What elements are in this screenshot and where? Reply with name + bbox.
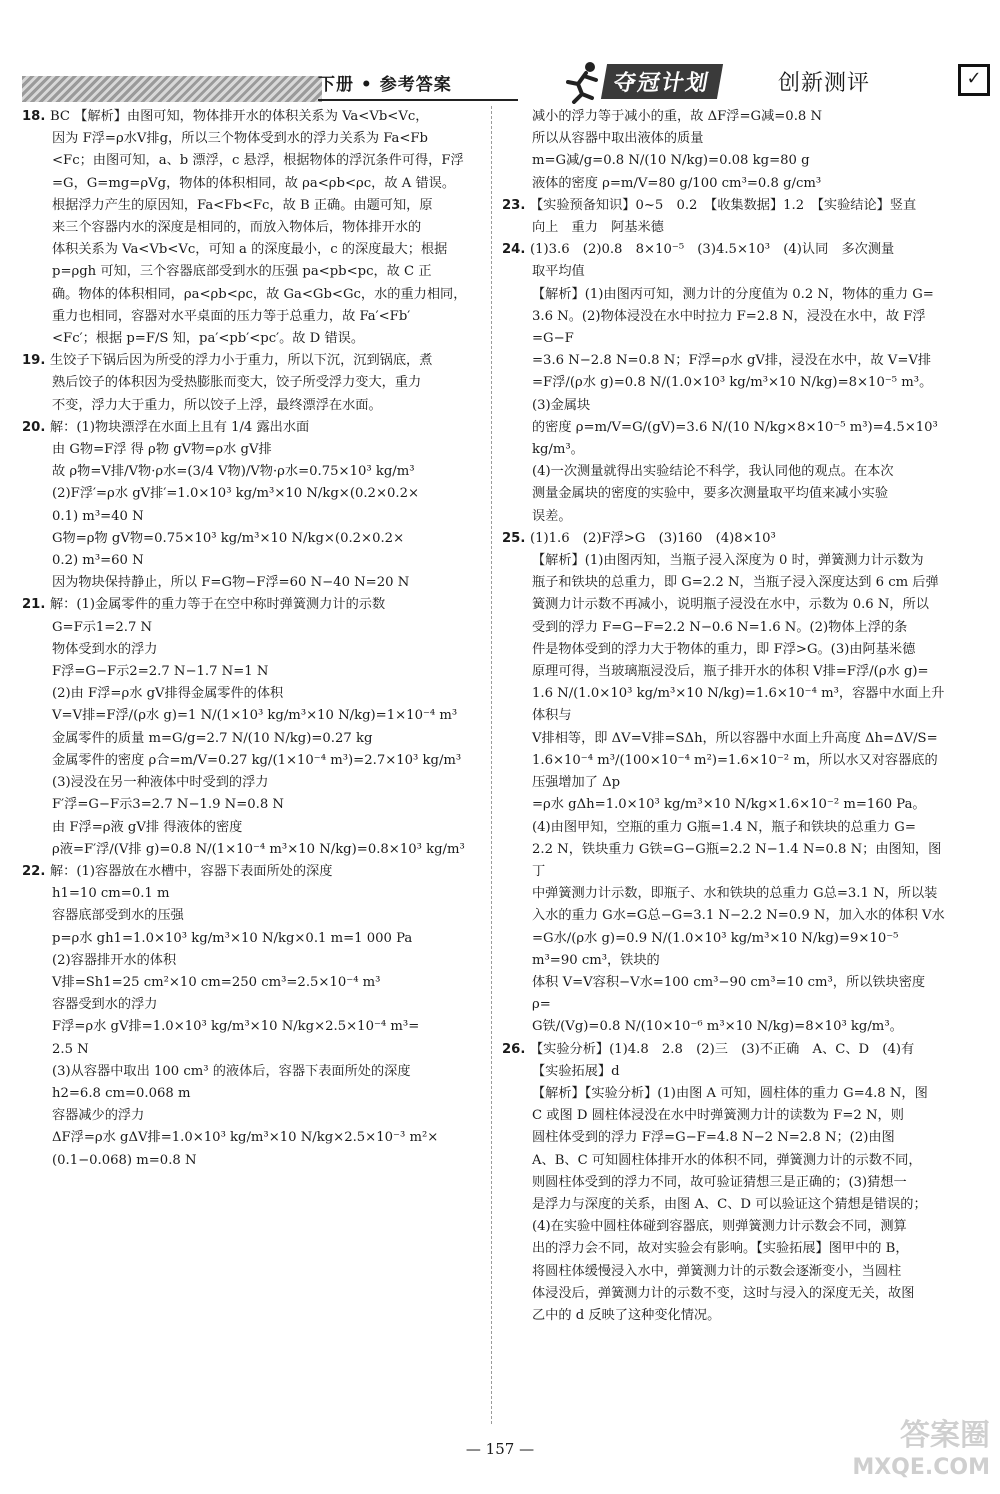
answer-text: G=F示1=2.7 N <box>52 619 153 635</box>
answer-line <box>22 572 484 594</box>
checkbox-logo-icon: ✓ <box>958 64 990 96</box>
answer-text: =F浮/(ρ水 g)=0.8 N/(1.0×10³ kg/m³×10 N/kg)=8×10⁻⁵ m³。(3)金属块 <box>532 375 933 413</box>
answer-text: 入水的重力 G水=G总−G=3.1 N−2.2 N=0.9 N，加入水的体积 V水 <box>532 908 945 924</box>
answer-text: 1.6×10⁻⁴ m³/(100×10⁻⁴ m²)=1.6×10⁻² m，所以水又对容器底的压强增加了 Δp <box>532 752 938 791</box>
answer-text: 将圆柱体缓慢浸入水中，弹簧测力计的示数会逐渐变小，当圆柱 <box>532 1263 902 1279</box>
answer-line <box>502 817 946 839</box>
answer-text: 原理可得，当玻璃瓶浸没后，瓶子排开水的体积 V排=F浮/(ρ水 g)= <box>532 664 929 680</box>
answer-line <box>22 905 484 927</box>
answer-text: 测量金属块的密度的实验中，要多次测量取平均值来减小实验 <box>532 486 889 502</box>
answer-line <box>22 1016 484 1038</box>
question-number: 26. <box>502 1041 530 1057</box>
watermark-logo-text: 答案圈 <box>900 1418 990 1453</box>
answer-text: (3)从容器中取出 100 cm³ 的液体后，容器下表面所处的深度 <box>52 1063 411 1079</box>
answer-line <box>22 372 484 394</box>
answer-text: 0.2) m³=60 N <box>52 553 144 569</box>
answer-line <box>22 972 484 994</box>
watermark-url: MXQE.COM <box>852 1455 990 1480</box>
header-title: 下册 • 参考答案 <box>318 70 518 101</box>
answer-text: 【实验预备知识】0~5 0.2 【收集数据】1.2 【实验结论】竖直 <box>529 197 917 213</box>
answer-line <box>502 794 946 816</box>
answer-text: h1=10 cm=0.1 m <box>52 886 170 902</box>
answer-line <box>502 106 946 128</box>
answer-line <box>22 1039 484 1061</box>
answer-text: 因为物块保持静止，所以 F=G物−F浮=60 N−40 N=20 N <box>52 575 410 591</box>
answer-line <box>502 661 946 683</box>
column-divider <box>491 106 492 1424</box>
answer-line <box>502 728 946 750</box>
answer-text: 3.6 N。(2)物体浸没在水中时拉力 F=2.8 N，浸没在水中，故 F浮=G−F <box>532 308 926 347</box>
answer-text: V=V排=F浮/(ρ水 g)=1 N/(1×10³ kg/m³×10 N/kg)=1×10⁻⁴ m³ <box>52 708 458 724</box>
answer-text: <Fc′；根据 p=F/S 知，pa′<pb′<pc′。故 D 错误。 <box>52 331 365 347</box>
answer-line <box>502 1016 946 1038</box>
answer-line <box>502 350 946 372</box>
answer-line <box>502 1283 946 1305</box>
answer-line <box>22 661 484 683</box>
answer-text: 受到的浮力 F=G−F=2.2 N−0.6 N=1.6 N。(2)物体上浮的条 <box>532 619 908 635</box>
answer-line <box>22 1105 484 1127</box>
answer-line <box>502 284 946 306</box>
answer-text: 金属零件的密度 ρ合=m/V=0.27 kg/(1×10⁻⁴ m³)=2.7×10³ kg/m³ <box>52 752 462 768</box>
answer-text: (4)在实验中圆柱体碰到容器底，则弹簧测力计示数会不同，测算 <box>532 1219 907 1235</box>
answer-line <box>22 883 484 905</box>
answer-text: 解：(1)容器放在水槽中，容器下表面所处的深度 <box>49 863 333 879</box>
answer-text: 容器受到水的浮力 <box>52 997 158 1013</box>
header-decorative-bar <box>22 76 322 102</box>
answer-text: 圆柱体受到的浮力 F浮=G−F=4.8 N−2 N=2.8 N；(2)由图 <box>532 1130 895 1146</box>
answer-line <box>502 417 946 461</box>
answer-line <box>22 639 484 661</box>
answer-line <box>22 1061 484 1083</box>
answer-text: 的密度 ρ=m/V=G/(gV)=3.6 N/(10 N/kg×8×10⁻⁵ m³)=4.5×10³ kg/m³。 <box>532 419 938 458</box>
answer-line <box>22 594 484 616</box>
answer-text: (2)由 F浮=ρ水 gV排得金属零件的体积 <box>52 686 284 702</box>
answer-line <box>502 506 946 528</box>
brand-name: 夺冠计划 <box>601 64 723 99</box>
answer-line <box>22 950 484 972</box>
answer-line <box>502 905 946 927</box>
answer-line <box>22 261 484 283</box>
answer-text: 则圆柱体受到的浮力不同，故可验证猜想三是正确的；(3)猜想一 <box>532 1174 907 1190</box>
answer-text: =ρ水 gΔh=1.0×10³ kg/m³×10 N/kg×1.6×10⁻² m=160 Pa。 <box>532 797 926 813</box>
answer-line <box>502 572 946 594</box>
page-number: — 157 — <box>465 1440 535 1458</box>
answer-text: G物=ρ物 gV物=0.75×10³ kg/m³×10 N/kg×(0.2×0.2× <box>52 530 405 546</box>
answer-text: 容器底部受到水的压强 <box>52 908 184 924</box>
answer-text: =3.6 N−2.8 N=0.8 N；F浮=ρ水 gV排，浸没在水中，故 V=V排 <box>532 353 932 369</box>
answer-text: 中弹簧测力计示数，即瓶子、水和铁块的总重力 G总=3.1 N，所以装 <box>532 886 938 902</box>
answer-text: ΔF浮=ρ水 gΔV排=1.0×10³ kg/m³×10 N/kg×2.5×10⁻³ m²× <box>52 1130 439 1146</box>
answer-line <box>502 1238 946 1260</box>
answer-line <box>22 239 484 261</box>
answer-line <box>22 461 484 483</box>
answer-text: (3)浸没在另一种液体中时受到的浮力 <box>52 775 269 791</box>
answer-text: 【解析】【实验分析】(1)由图 A 可知，圆柱体的重力 G=4.8 N，图 <box>532 1085 928 1101</box>
answer-text: 由 F浮=ρ液 gV排 得液体的密度 <box>52 819 243 835</box>
answer-line <box>22 350 484 372</box>
answer-line <box>502 639 946 661</box>
answer-text: 因为 F浮=ρ水V排g，所以三个物体受到水的浮力关系为 Fa<Fb <box>52 131 428 147</box>
answer-line <box>502 1305 946 1327</box>
answer-line <box>22 683 484 705</box>
answer-text: 瓶子和铁块的总重力，即 G=2.2 N，当瓶子浸入深度达到 6 cm 后弹 <box>532 575 939 591</box>
answer-line <box>22 128 484 150</box>
answer-text: (4)一次测量就得出实验结论不科学，我认同他的观点。在本次 <box>532 464 894 480</box>
answer-text: (4)由图甲知，空瓶的重力 G瓶=1.4 N，瓶子和铁块的总重力 G= <box>532 819 916 835</box>
question-number: 25. <box>502 530 530 546</box>
question-number: 22. <box>22 863 50 879</box>
answer-text: F浮=ρ水 gV排=1.0×10³ kg/m³×10 N/kg×2.5×10⁻⁴ m³= <box>52 1019 420 1035</box>
answer-line <box>502 1150 946 1172</box>
answer-line <box>22 928 484 950</box>
answer-line <box>22 1150 484 1172</box>
answer-line <box>22 705 484 727</box>
answer-line <box>22 861 484 883</box>
answer-line <box>502 306 946 350</box>
answer-line <box>22 528 484 550</box>
answer-text: 根据浮力产生的原因知，Fa<Fb<Fc，故 B 正确。由题可知，原 <box>52 197 433 213</box>
answer-line <box>22 817 484 839</box>
answer-line <box>502 128 946 150</box>
answer-line <box>502 550 946 572</box>
answer-line <box>502 372 946 416</box>
answer-line <box>22 284 484 306</box>
answer-line <box>502 217 946 239</box>
answer-text: 乙中的 d 反映了这种变化情况。 <box>532 1307 721 1323</box>
answer-text: p=ρgh 可知，三个容器底部受到水的压强 pa<pb<pc，故 C 正 <box>52 264 432 280</box>
answer-text: 【解析】(1)由图丙知，当瓶子浸入深度为 0 时，弹簧测力计示数为 <box>532 553 924 569</box>
answer-line <box>502 1194 946 1216</box>
answer-text: (2)F浮′=ρ水 gV排′=1.0×10³ kg/m³×10 N/kg×(0.2×0.2× <box>52 486 420 502</box>
answer-text: 是浮力与深度的关系，由图 A、C、D 可以验证这个猜想是错误的； <box>532 1196 927 1212</box>
answer-text: 液体的密度 ρ=m/V=80 g/100 cm³=0.8 g/cm³ <box>532 175 822 191</box>
answer-line <box>22 439 484 461</box>
answer-line <box>502 1105 946 1127</box>
answer-line <box>502 750 946 794</box>
answer-line <box>502 683 946 727</box>
answer-text: 来三个容器内水的深度是相同的，而放入物体后，物体排开水的 <box>52 220 422 236</box>
answer-text: 解：(1)金属零件的重力等于在空中称时弹簧测力计的示数 <box>49 597 386 613</box>
answer-line <box>22 750 484 772</box>
answer-text: (0.1−0.068) m=0.8 N <box>52 1152 197 1168</box>
answer-text: 2.5 N <box>52 1041 89 1057</box>
left-column <box>22 106 484 1172</box>
answer-text: 解：(1)物块漂浮在水面上且有 1/4 露出水面 <box>49 419 310 435</box>
answer-text: 所以从容器中取出液体的质量 <box>532 131 704 147</box>
answer-text: 物体受到水的浮力 <box>52 641 158 657</box>
question-number: 24. <box>502 242 530 258</box>
question-number: 21. <box>22 597 50 613</box>
answer-text: V排相等，即 ΔV=V排=SΔh，所以容器中水面上升高度 Δh=ΔV/S= <box>532 730 938 746</box>
answer-line <box>22 1127 484 1149</box>
answer-text: G铁/(Vg)=0.8 N/(10×10⁻⁶ m³×10 N/kg)=8×10³ kg/m³。 <box>532 1019 903 1035</box>
answer-text: h2=6.8 cm=0.068 m <box>52 1085 191 1101</box>
answer-line <box>22 306 484 328</box>
answer-text: 金属零件的质量 m=G/g=2.7 N/(10 N/kg)=0.27 kg <box>52 730 373 746</box>
answer-line <box>502 1216 946 1238</box>
answer-text: 重力也相同，容器对水平桌面的压力等于总重力，故 Fa′<Fb′ <box>52 308 411 324</box>
answer-line <box>22 195 484 217</box>
answer-line <box>502 928 946 972</box>
answer-text: 1.6 N/(1.0×10³ kg/m³×10 N/kg)=1.6×10⁻⁴ m³，容器中水面上升体积与 <box>532 686 945 724</box>
answer-line <box>502 528 946 550</box>
answer-text: 体积关系为 Va<Vb<Vc，可知 a 的深度最小，c 的深度最大；根据 <box>52 242 448 258</box>
answer-text: F′浮=G−F示3=2.7 N−1.9 N=0.8 N <box>52 797 284 813</box>
page-header <box>0 0 1000 112</box>
answer-text: m=G减/g=0.8 N/(10 N/kg)=0.08 kg=80 g <box>532 153 810 169</box>
answer-line <box>22 106 484 128</box>
answer-text: 不变，浮力大于重力，所以饺子上浮，最终漂浮在水面。 <box>52 397 382 413</box>
answer-line <box>22 328 484 350</box>
answer-text: 0.1) m³=40 N <box>52 508 144 524</box>
answer-line <box>502 261 946 283</box>
answer-line <box>502 150 946 172</box>
answer-text: =G，G=mg=ρVg，物体的体积相同，故 ρa<ρb<ρc，故 A 错误。 <box>52 175 456 191</box>
answer-line <box>502 883 946 905</box>
answer-line <box>22 728 484 750</box>
answer-line <box>502 617 946 639</box>
answer-text: F浮=G−F示2=2.7 N−1.7 N=1 N <box>52 664 269 680</box>
answer-text: ρ液=F′浮/(V排 g)=0.8 N/(1×10⁻⁴ m³×10 N/kg)=0.8×10³ kg/m³ <box>52 841 465 857</box>
runner-icon <box>560 58 606 104</box>
question-number: 18. <box>22 109 50 124</box>
answer-text: p=ρ水 gh1=1.0×10³ kg/m³×10 N/kg×0.1 m=1 000 Pa <box>52 930 413 946</box>
answer-line <box>502 1039 946 1061</box>
answer-text: C 或图 D 圆柱体浸没在水中时弹簧测力计的读数为 F=2 N，则 <box>532 1108 904 1124</box>
answer-line <box>502 1061 946 1083</box>
watermark <box>790 1420 990 1490</box>
question-number: 19. <box>22 353 50 369</box>
answer-text: 件是物体受到的浮力大于物体的重力，即 F浮>G。(3)由阿基米德 <box>532 641 916 657</box>
answer-line <box>22 1083 484 1105</box>
answer-line <box>22 173 484 195</box>
answer-text: 体积 V=V容积−V水=100 cm³−90 cm³=10 cm³，所以铁块密度 ρ= <box>532 974 926 1013</box>
answer-line <box>22 994 484 1016</box>
answer-text: 【解析】(1)由图丙可知，测力计的分度值为 0.2 N，物体的重力 G= <box>532 286 934 302</box>
answer-line <box>502 173 946 195</box>
answer-line <box>22 617 484 639</box>
answer-line <box>22 483 484 505</box>
answer-text: (1)3.6 (2)0.8 8×10⁻⁵ (3)4.5×10³ (4)认同 多次测量 <box>529 242 895 258</box>
answer-text: 误差。 <box>532 508 572 524</box>
answer-text: V排=Sh1=25 cm²×10 cm=250 cm³=2.5×10⁻⁴ m³ <box>52 974 381 990</box>
answer-text: 【实验拓展】d <box>532 1063 620 1079</box>
answer-line <box>22 417 484 439</box>
answer-line <box>22 217 484 239</box>
answer-line <box>22 772 484 794</box>
answer-line <box>502 239 946 261</box>
answer-text: 取平均值 <box>532 264 585 280</box>
answer-text: 故 ρ物=V排/V物·ρ水=(3/4 V物)/V物·ρ水=0.75×10³ kg/m³ <box>52 464 415 480</box>
answer-text: 体浸没后，弹簧测力计的示数不变，这时与浸入的深度无关，故图 <box>532 1285 915 1301</box>
answer-text: (2)容器排开水的体积 <box>52 952 177 968</box>
answer-text: 确。物体的体积相同，ρa<ρb<ρc，故 Ga<Gb<Gc，水的重力相同， <box>52 286 467 302</box>
answer-line <box>22 506 484 528</box>
answer-line <box>502 1172 946 1194</box>
answer-text: (1)1.6 (2)F浮>G (3)160 (4)8×10³ <box>529 530 776 546</box>
brand-logo <box>560 58 790 104</box>
series-name: 创新测评 <box>778 71 871 96</box>
answer-line <box>502 483 946 505</box>
answer-text: 熟后饺子的体积因为受热膨胀而变大，饺子所受浮力变大，重力 <box>52 375 422 391</box>
answer-text: BC 【解析】由图可知，物体排开水的体积关系为 Va<Vb<Vc， <box>49 109 429 124</box>
answer-line <box>502 839 946 883</box>
answer-text: 簧测力计示数不再减小，说明瓶子浸没在水中，示数为 0.6 N，所以 <box>532 597 929 613</box>
right-column <box>502 106 946 1327</box>
question-number: 23. <box>502 197 530 213</box>
answer-text: 【实验分析】(1)4.8 2.8 (2)三 (3)不正确 A、C、D (4)有 <box>529 1041 915 1057</box>
answer-text: 减小的浮力等于减小的重，故 ΔF浮=G减=0.8 N <box>532 109 823 124</box>
answer-line <box>502 1127 946 1149</box>
answer-text: A、B、C 可知圆柱体排开水的体积不同，弹簧测力计的示数不同， <box>532 1152 922 1168</box>
answer-line <box>22 550 484 572</box>
answer-text: 出的浮力会不同，故对实验会有影响。【实验拓展】图甲中的 B， <box>532 1241 909 1257</box>
answer-text: 生饺子下锅后因为所受的浮力小于重力，所以下沉，沉到锅底，煮 <box>49 353 433 369</box>
answer-text: =G水/(ρ水 g)=0.9 N/(1.0×10³ kg/m³×10 N/kg)=9×10⁻⁵ m³=90 cm³，铁块的 <box>532 930 899 968</box>
answer-line <box>502 1083 946 1105</box>
answer-line <box>502 195 946 217</box>
answer-text: <Fc；由图可知，a、b 漂浮，c 悬浮，根据物体的浮沉条件可得，F浮 <box>52 153 464 169</box>
answer-line <box>502 461 946 483</box>
answer-text: 2.2 N，铁块重力 G铁=G−G瓶=2.2 N−1.4 N=0.8 N；由图知，图丁 <box>532 841 942 879</box>
answer-text: 由 G物=F浮 得 ρ物 gV物=ρ水 gV排 <box>52 442 272 458</box>
answer-line <box>22 395 484 417</box>
answer-line <box>502 1261 946 1283</box>
answer-text: 向上 重力 阿基米德 <box>532 220 664 236</box>
answer-line <box>22 794 484 816</box>
answer-text: 容器减少的浮力 <box>52 1108 145 1124</box>
question-number: 20. <box>22 419 50 435</box>
answer-line <box>502 594 946 616</box>
answer-line <box>502 972 946 1016</box>
answer-line <box>22 150 484 172</box>
answer-line <box>22 839 484 861</box>
